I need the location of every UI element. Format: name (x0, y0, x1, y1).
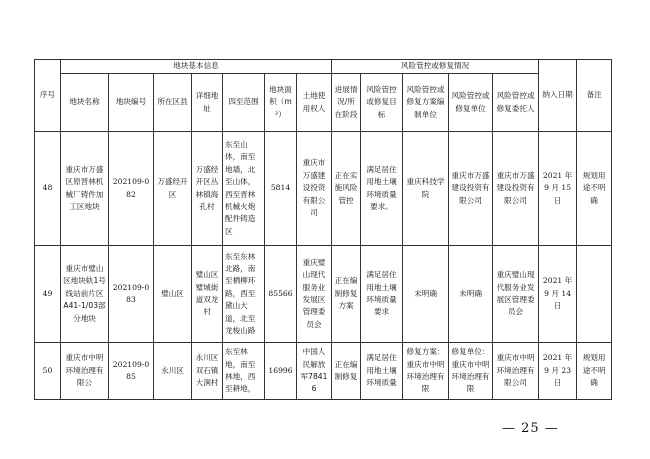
cell-boundary: 东至山体，南至地墙，北至山体，西至晋林机械火炮配件铸造区 (223, 132, 265, 246)
cell-entrust-unit: 重庆璧山现代服务业发展区管理委员会 (493, 246, 539, 343)
header-seq: 序号 (35, 60, 61, 132)
header-inclusion-date: 纳入日期 (539, 60, 577, 132)
cell-seq: 50 (35, 343, 61, 400)
header-area: 地块面积（m²） (265, 74, 297, 132)
cell-plan-unit: 重庆科技学院 (403, 132, 449, 246)
cell-address: 万盛经开区丛林镇海孔村 (192, 132, 223, 246)
cell-plot-name: 重庆市璧山区地块轨1号线站前片区A41-1/03部分地块 (61, 246, 109, 343)
cell-plot-code: 202109-082 (109, 132, 154, 246)
group-header-row (35, 60, 612, 74)
cell-plot-code: 202109-083 (109, 246, 154, 343)
cell-progress: 正在编制修复方案 (332, 246, 361, 343)
cell-progress: 正在实施风险管控 (332, 132, 361, 246)
header-district: 所在区县 (154, 74, 192, 132)
cell-address: 璧山区璧城街道双龙村 (192, 246, 223, 343)
table-row (35, 246, 612, 343)
header-risk-control: 风险管控或修复情况 (332, 60, 539, 74)
cell-remark: 规划用途不明确 (577, 132, 612, 246)
header-plan-unit: 风险管控或修复方案编制单位 (403, 74, 449, 132)
cell-area: 16996 (265, 343, 297, 400)
header-plot-name: 地块名称 (61, 74, 109, 132)
header-boundary: 四至范围 (223, 74, 265, 132)
cell-risk-target: 满足居住用地土壤环境质量 (361, 343, 403, 400)
cell-inclusion-date: 2021 年 9 月 23 日 (539, 343, 577, 400)
cell-boundary: 东至林地，南至林地，西至耕地， (223, 343, 265, 400)
header-address: 详细地址 (192, 74, 223, 132)
page-number: — 25 — (502, 421, 559, 436)
cell-plot-name: 重庆市中明环境治理有限公 (61, 343, 109, 400)
cell-inclusion-date: 2021 年 9 月 14 日 (539, 246, 577, 343)
column-header-row (35, 74, 612, 132)
cell-impl-unit: 重庆市万盛建设投资有限公司 (449, 132, 493, 246)
cell-district: 璧山区 (154, 246, 192, 343)
cell-area: 85566 (265, 246, 297, 343)
cell-land-right: 中国人民解放军78416 (297, 343, 332, 400)
cell-seq: 48 (35, 132, 61, 246)
cell-district: 万盛经开区 (154, 132, 192, 246)
header-plot-code: 地块编号 (109, 74, 154, 132)
soil-remediation-table (34, 59, 612, 400)
cell-plan-unit: 修复方案：重庆市中明环境治理有限 (403, 343, 449, 400)
cell-risk-target: 满足居住用地土壤环境质量要求。 (361, 132, 403, 246)
cell-area: 5814 (265, 132, 297, 246)
header-risk-target: 风险管控或修复目标 (361, 74, 403, 132)
cell-land-right: 重庆璧山现代服务业发展区管理委员会 (297, 246, 332, 343)
cell-plot-code: 202109-085 (109, 343, 154, 400)
cell-plot-name: 重庆市万盛区原晋林机械厂铸件加工区地块 (61, 132, 109, 246)
header-progress: 进展情况/所在阶段 (332, 74, 361, 132)
cell-land-right: 重庆市万盛建设投资有限公司 (297, 132, 332, 246)
header-land-right: 土地使用权人 (297, 74, 332, 132)
cell-remark: 规划用途不明确 (577, 343, 612, 400)
table-row (35, 343, 612, 400)
cell-plan-unit: 未明确 (403, 246, 449, 343)
cell-impl-unit: 修复单位：重庆市中明环境治理有限 (449, 343, 493, 400)
table-row (35, 132, 612, 246)
cell-seq: 49 (35, 246, 61, 343)
cell-risk-target: 满足居住用地土壤环境质量要求 (361, 246, 403, 343)
cell-address: 永川区双石镇大涧村 (192, 343, 223, 400)
cell-remark (577, 246, 612, 343)
cell-boundary: 东至东林北路，南至栖柳环路，西至黛山大道，北至龙梭山路 (223, 246, 265, 343)
cell-progress: 正在编制修复 (332, 343, 361, 400)
header-remark: 备注 (577, 60, 612, 132)
cell-entrust-unit: 重庆市万盛建设投资有限公司 (493, 132, 539, 246)
cell-impl-unit: 未明确 (449, 246, 493, 343)
header-entrust-unit: 风险管控或修复委托人 (493, 74, 539, 132)
cell-district: 永川区 (154, 343, 192, 400)
cell-entrust-unit: 重庆市中明环境治理有限公司 (493, 343, 539, 400)
header-basic-info: 地块基本信息 (61, 60, 332, 74)
cell-inclusion-date: 2021 年 9 月 15 日 (539, 132, 577, 246)
header-impl-unit: 风险管控或修复单位 (449, 74, 493, 132)
